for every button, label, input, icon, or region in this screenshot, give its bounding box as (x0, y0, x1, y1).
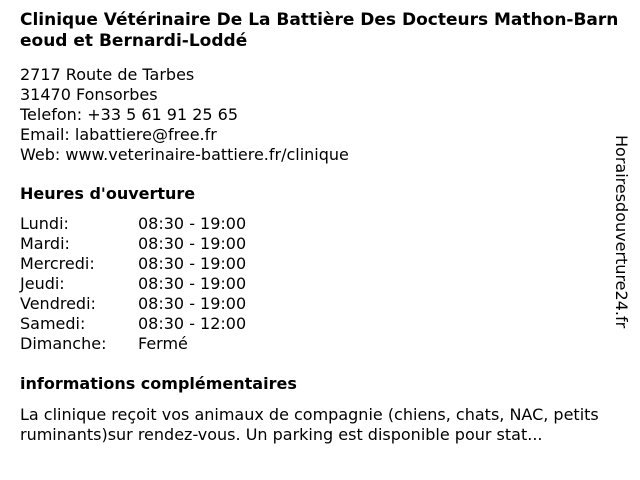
email-address[interactable]: Email: labattiere@free.fr (20, 125, 217, 144)
website-link[interactable]: Web: www.veterinaire-battiere.fr/clinique (20, 145, 349, 164)
hours-row-saturday (20, 314, 246, 334)
day-label: Mercredi: (20, 254, 95, 273)
hours-row-thursday (20, 274, 246, 294)
day-label: Lundi: (20, 214, 69, 233)
street-address: 2717 Route de Tarbes (20, 65, 195, 84)
day-label: Dimanche: (20, 334, 107, 353)
time-value: 08:30 - 12:00 (138, 314, 247, 333)
time-value: 08:30 - 19:00 (138, 254, 247, 273)
site-watermark: Horairesdouverture24.fr (612, 135, 631, 329)
info-heading: informations complémentaires (20, 374, 297, 393)
hours-row-wednesday (20, 254, 246, 274)
page-title: Clinique Vétérinaire De La Battière Des Docteurs Mathon-Barneoud et Bernardi-Loddé (20, 10, 619, 51)
time-value: 08:30 - 19:00 (138, 274, 247, 293)
day-label: Jeudi: (20, 274, 65, 293)
hours-heading: Heures d'ouverture (20, 184, 196, 203)
hours-row-tuesday (20, 234, 246, 254)
hours-row-friday (20, 294, 246, 314)
phone-number[interactable]: Telefon: +33 5 61 91 25 65 (20, 105, 239, 124)
address-block (20, 65, 349, 165)
hours-row-sunday (20, 334, 246, 354)
city-postal: 31470 Fonsorbes (20, 85, 158, 104)
time-value: 08:30 - 19:00 (138, 294, 247, 313)
time-value: Fermé (138, 334, 188, 353)
hours-row-monday (20, 214, 246, 234)
day-label: Vendredi: (20, 294, 96, 313)
info-description: La clinique reçoit vos animaux de compagnie (chiens, chats, NAC, petits ruminants)sur rendez-vous. Un parking est disponible pour stat... (20, 405, 599, 444)
hours-table (20, 214, 246, 354)
day-label: Samedi: (20, 314, 86, 333)
time-value: 08:30 - 19:00 (138, 234, 247, 253)
day-label: Mardi: (20, 234, 70, 253)
time-value: 08:30 - 19:00 (138, 214, 247, 233)
